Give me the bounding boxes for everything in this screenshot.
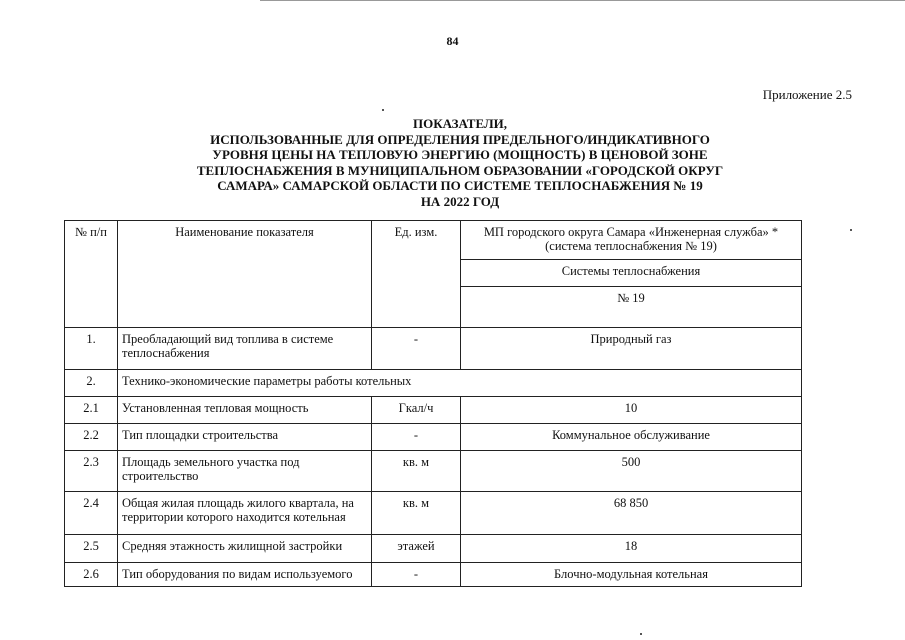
title-line: ИСПОЛЬЗОВАННЫЕ ДЛЯ ОПРЕДЕЛЕНИЯ ПРЕДЕЛЬНОГО/ИНДИКАТИВНОГО <box>210 131 710 147</box>
table-row <box>65 535 802 563</box>
table-row <box>65 492 802 535</box>
title-line: ТЕПЛОСНАБЖЕНИЯ В МУНИЦИПАЛЬНОМ ОБРАЗОВАНИИ «ГОРОДСКОЙ ОКРУГ <box>196 162 724 178</box>
row-value: 68 850 <box>461 492 802 535</box>
row-value: Природный газ <box>461 328 802 370</box>
row-unit: - <box>372 328 461 370</box>
header-name: Наименование показателя <box>118 221 372 328</box>
row-num: 2.1 <box>65 397 118 424</box>
row-unit: Гкал/ч <box>372 397 461 424</box>
scan-speck <box>850 229 852 231</box>
title-line: ПОКАЗАТЕЛИ, <box>412 116 508 131</box>
header-org: МП городского округа Самара «Инженерная служба» * (система теплоснабжения № 19) <box>461 221 802 260</box>
scan-speck <box>640 633 642 635</box>
header-systems: Системы теплоснабжения <box>461 260 802 287</box>
row-value: 18 <box>461 535 802 563</box>
row-num: 2.2 <box>65 424 118 451</box>
row-num: 1. <box>65 328 118 370</box>
title-line: САМАРА» САМАРСКОЙ ОБЛАСТИ ПО СИСТЕМЕ ТЕПЛОСНАБЖЕНИЯ № 19 <box>217 178 703 193</box>
row-name: Тип оборудования по видам используемого <box>118 563 372 587</box>
row-value: 10 <box>461 397 802 424</box>
row-name: Площадь земельного участка под строительство <box>118 451 372 492</box>
row-num: 2.4 <box>65 492 118 535</box>
table-row <box>65 451 802 492</box>
header-system-no: № 19 <box>461 287 802 328</box>
indicators-table <box>64 220 802 587</box>
row-num: 2.5 <box>65 535 118 563</box>
row-name: Установленная тепловая мощность <box>118 397 372 424</box>
page-number: 84 <box>446 34 459 48</box>
table-row <box>65 328 802 370</box>
table-row <box>65 397 802 424</box>
title-line: НА 2022 ГОД <box>420 193 500 209</box>
row-value: Коммунальное обслуживание <box>461 424 802 451</box>
row-name: Общая жилая площадь жилого квартала, на территории которого находится котельная <box>118 492 372 535</box>
row-value: 500 <box>461 451 802 492</box>
table-row <box>65 424 802 451</box>
row-name: Преобладающий вид топлива в системе теплоснабжения <box>118 328 372 370</box>
scan-edge-rule <box>260 0 905 1</box>
row-num: 2.6 <box>65 563 118 587</box>
table-row <box>65 370 802 397</box>
row-unit: кв. м <box>372 451 461 492</box>
row-unit: - <box>372 563 461 587</box>
row-num: 2.3 <box>65 451 118 492</box>
row-num: 2. <box>65 370 118 397</box>
row-unit: кв. м <box>372 492 461 535</box>
row-unit: - <box>372 424 461 451</box>
row-name: Тип площадки строительства <box>118 424 372 451</box>
table-row <box>65 563 802 587</box>
scan-speck <box>382 109 384 111</box>
row-unit: этажей <box>372 535 461 563</box>
header-num: № п/п <box>65 221 118 328</box>
document-title <box>150 116 770 209</box>
appendix-label: Приложение 2.5 <box>762 87 852 102</box>
header-unit: Ед. изм. <box>372 221 461 328</box>
row-value: Блочно-модульная котельная <box>461 563 802 587</box>
row-name: Средняя этажность жилищной застройки <box>118 535 372 563</box>
section-title: Технико-экономические параметры работы котельных <box>118 370 802 397</box>
title-line: УРОВНЯ ЦЕНЫ НА ТЕПЛОВУЮ ЭНЕРГИЮ (МОЩНОСТЬ) В ЦЕНОВОЙ ЗОНЕ <box>212 147 708 162</box>
